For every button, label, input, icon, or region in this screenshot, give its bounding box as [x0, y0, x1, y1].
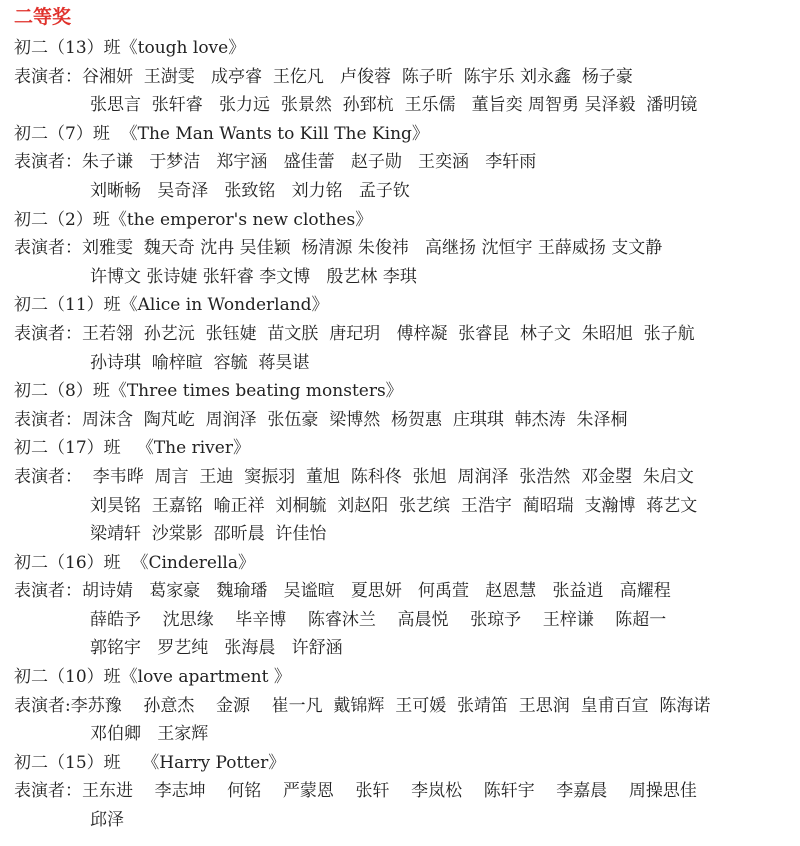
performer-line: 张思言 张轩睿 张力远 张景然 孙郅杭 王乐儒 董旨奕 周智勇 吴泽毅 潘明镜	[90, 95, 698, 116]
class-title-line: 初二（13）班《tough love》	[14, 38, 246, 58]
award-heading: 二等奖	[14, 6, 72, 28]
performer-line: 表演者：胡诗婧 葛家豪 魏瑜璠 吴谧暄 夏思妍 何禹萱 赵恩慧 张益逍 高耀程	[14, 581, 671, 602]
performer-line: 孙诗琪 喻梓暄 容毓 蒋昊谌	[90, 352, 310, 373]
class-title-line: 初二（10）班《love apartment 》	[14, 667, 291, 688]
class-title-line: 初二（2）班《the emperor's new clothes》	[14, 209, 373, 230]
performer-line: 表演者：王东进 李志坤 何铭 严蒙恩 张轩 李岚松 陈轩宇 李嘉晨 周操思佳	[14, 781, 697, 802]
performer-line: 表演者：谷湘妍 王澍雯 成亭睿 王仡凡 卢俊蓉 陈子昕 陈宇乐 刘永鑫 杨子豪	[14, 66, 633, 87]
performer-line: 表演者：刘雅雯 魏天奇 沈冉 吴佳颖 杨清源 朱俊祎 高继扬 沈恒宇 王薛威扬 支文静	[14, 238, 663, 259]
performer-line: 刘晰畅 吴奇泽 张致铭 刘力铭 孟子钦	[90, 180, 410, 201]
award-document	[14, 4, 794, 835]
performer-line: 邓伯卿 王家辉	[90, 724, 209, 745]
class-title-line: 初二（7）班 《The Man Wants to Kill The King》	[14, 123, 429, 144]
performer-line: 郭铭宇 罗艺纯 张海晨 许舒涵	[90, 638, 343, 659]
class-title-line: 初二（17）班 《The river》	[14, 438, 250, 459]
performer-line: 表演者：王若翎 孙艺沅 张钰婕 苗文朕 唐玘玥 傅梓凝 张睿昆 林子文 朱昭旭 张子航	[14, 323, 695, 344]
performer-line: 表演者： 李韦晔 周言 王迪 窦振羽 董旭 陈科佟 张旭 周润泽 张浩然 邓金曌 朱启文	[14, 466, 694, 487]
award-list	[14, 34, 794, 835]
performer-line: 许博文 张诗婕 张轩睿 李文博 殷艺林 李琪	[90, 266, 417, 287]
class-title-line: 初二（15）班 《Harry Potter》	[14, 752, 286, 773]
performer-line: 梁靖轩 沙棠影 邵昕晨 许佳怡	[90, 524, 327, 545]
class-title-line: 初二（8）班《Three times beating monsters》	[14, 381, 403, 402]
performer-line: 邱泽	[90, 810, 124, 831]
performer-line: 表演者：周沫含 陶芃屹 周润泽 张伍豪 梁博然 杨贺惠 庄琪琪 韩杰涛 朱泽桐	[14, 409, 628, 430]
performer-line: 表演者：朱子谦 于梦洁 郑宇涵 盛佳蕾 赵子勋 王奕涵 李轩雨	[14, 152, 537, 173]
class-title-line: 初二（11）班《Alice in Wonderland》	[14, 295, 329, 316]
performer-line: 表演者:李苏豫 孙意杰 金源 崔一凡 戴锦辉 王可媛 张靖笛 王思润 皇甫百宣 陈海诺	[14, 695, 711, 716]
class-title-line: 初二（16）班 《Cinderella》	[14, 552, 255, 573]
performer-line: 薛皓予 沈思缘 毕辛博 陈睿沐兰 高晨悦 张琼予 王梓谦 陈超一	[90, 609, 667, 630]
performer-line: 刘昊铭 王嘉铭 喻正祥 刘桐毓 刘赵阳 张艺缤 王浩宇 蔺昭瑞 支瀚博 蒋艺文	[90, 495, 698, 516]
